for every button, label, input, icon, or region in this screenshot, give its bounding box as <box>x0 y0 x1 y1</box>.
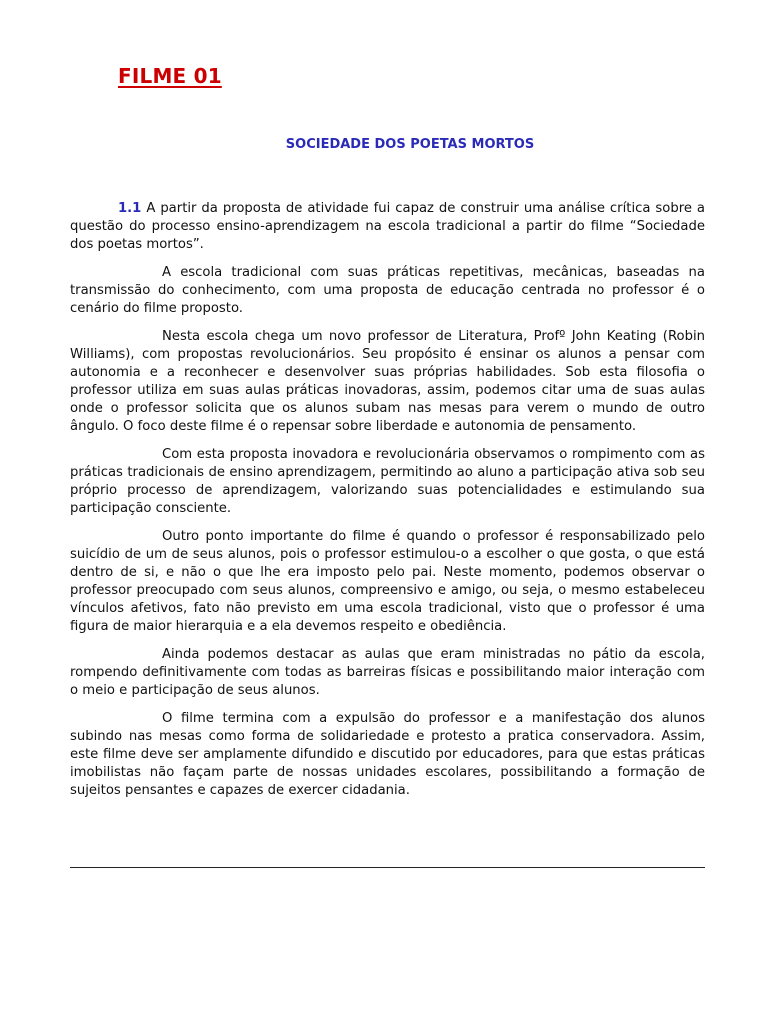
paragraph-intro-text: A partir da proposta de atividade fui capaz de construir uma análise crítica sobre a questão do processo ensino-aprendizagem na escola tradicional a partir do filme “Sociedade dos poetas mortos”. <box>70 201 705 252</box>
paragraph: A escola tradicional com suas práticas repetitivas, mecânicas, baseadas na transmissão do conhecimento, com uma proposta de educação centrada no professor é o cenário do filme proposto. <box>70 265 705 316</box>
section-number: 1.1 <box>118 201 142 216</box>
document-body <box>70 200 705 810</box>
paragraph: Nesta escola chega um novo professor de Literatura, Profº John Keating (Robin Williams), com propostas revolucionários. Seu propósito é ensinar os alunos a pensar com autonomia e a reconhecer e desenvolver suas próprias habilidades. Sob esta filosofia o professor utiliza em suas aulas práticas inovadoras, assim, podemos citar uma de suas aulas onde o professor solicita que os alunos subam nas mesas para verem o mundo de outro ângulo. O foco deste filme é o repensar sobre liberdade e autonomia de pensamento. <box>70 329 705 434</box>
paragraph: Com esta proposta inovadora e revolucionária observamos o rompimento com as práticas tradicionais de ensino aprendizagem, permitindo ao aluno a participação ativa sob seu próprio processo de aprendizagem, valorizando suas potencialidades e estimulando sua participação consciente. <box>70 447 705 516</box>
bottom-rule <box>70 867 705 868</box>
paragraph: Ainda podemos destacar as aulas que eram ministradas no pátio da escola, rompendo definitivamente com todas as barreiras físicas e possibilitando maior interação com o meio e participação de seus alunos. <box>70 647 705 698</box>
paragraph-intro <box>70 200 705 254</box>
film-title: FILME 01 <box>118 64 222 88</box>
document-heading: SOCIEDADE DOS POETAS MORTOS <box>285 137 535 152</box>
paragraph: Outro ponto importante do filme é quando o professor é responsabilizado pelo suicídio de um de seus alunos, pois o professor estimulou-o a escolher o que gosta, o que está dentro de si, e não o que lhe era imposto pelo pai. Neste momento, podemos observar o professor preocupado com seus alunos, compreensivo e amigo, ou seja, o mesmo estabeleceu vínculos afetivos, fato não previsto em uma escola tradicional, visto que o professor é uma figura de maior hierarquia e a ela devemos respeito e obediência. <box>70 529 705 634</box>
paragraph: O filme termina com a expulsão do professor e a manifestação dos alunos subindo nas mesas como forma de solidariedade e protesto a pratica conservadora. Assim, este filme deve ser amplamente difundido e discutido por educadores, para que estas práticas imobilistas não façam parte de nossas unidades escolares, possibilitando a formação de sujeitos pensantes e capazes de exercer cidadania. <box>70 711 705 798</box>
